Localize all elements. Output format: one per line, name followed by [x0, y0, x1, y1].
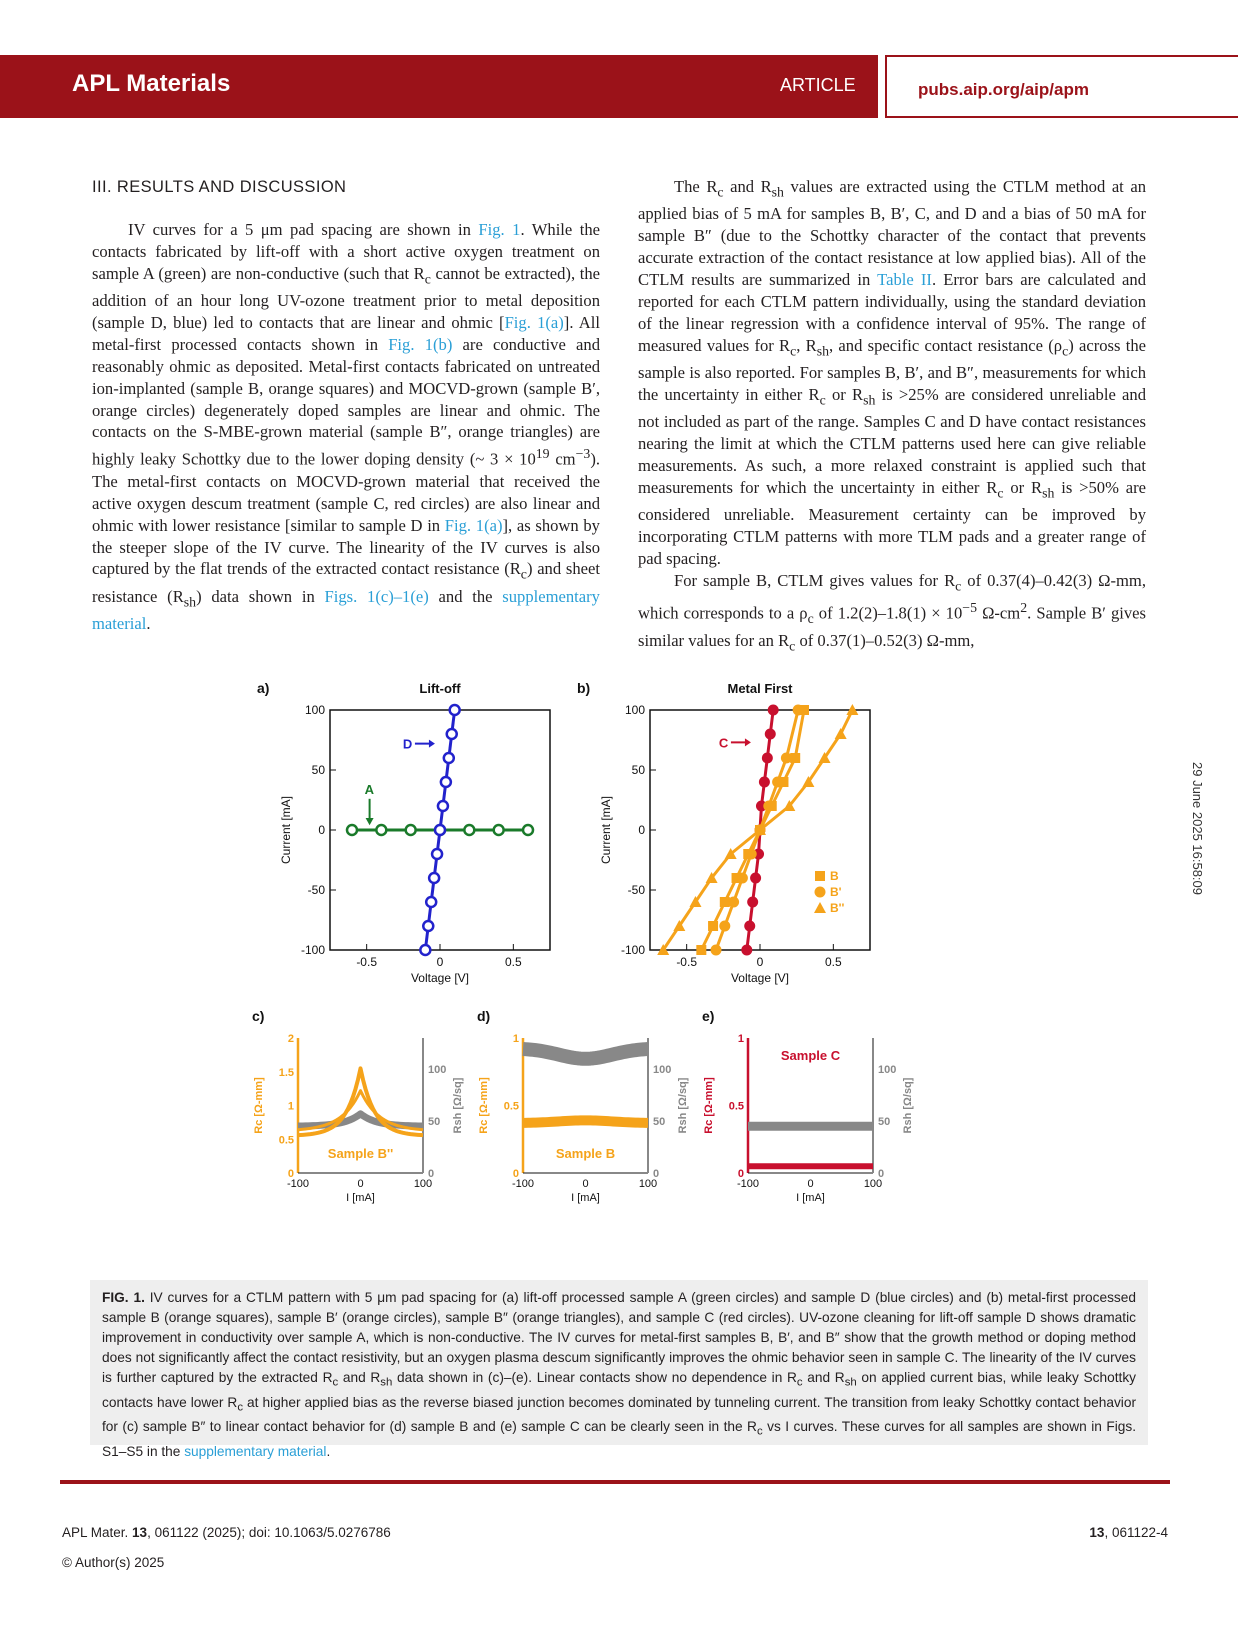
y-right-tick-label: 50	[653, 1116, 666, 1129]
data-point	[432, 849, 442, 859]
y-tick-label: -100	[300, 943, 325, 957]
x-tick-label: 0	[756, 955, 764, 969]
x-tick-label: -100	[286, 1178, 310, 1190]
right-column	[638, 176, 1146, 657]
y-right-tick-label: 50	[428, 1116, 441, 1129]
panel-e	[702, 1008, 914, 1204]
data-point	[696, 945, 706, 955]
annotation-c: C	[718, 735, 729, 751]
y-left-tick-label: 0.5	[503, 1100, 519, 1113]
supplementary-link[interactable]: supplementary material	[92, 586, 600, 633]
y-right-tick-label: 100	[428, 1064, 447, 1077]
y-tick-label: -50	[627, 883, 645, 897]
fig-link[interactable]: Fig. 1	[478, 220, 521, 239]
y-right-tick-label: 0	[428, 1168, 435, 1180]
legend-label: B	[830, 869, 839, 883]
y-right-axis-label: Rsh [Ω/sq]	[452, 1077, 464, 1134]
data-point	[711, 945, 722, 956]
x-tick-label: 100	[863, 1178, 883, 1190]
footer-copyright: © Author(s) 2025	[62, 1555, 165, 1570]
sample-label: Sample C	[780, 1048, 841, 1063]
panel-b	[577, 680, 870, 985]
data-point	[741, 945, 752, 956]
data-point	[763, 801, 774, 812]
panel-label: e)	[702, 1008, 715, 1024]
y-tick-label: 50	[631, 763, 645, 777]
data-point	[772, 777, 783, 788]
x-tick-label: -100	[736, 1178, 760, 1190]
x-tick-label: 100	[638, 1178, 658, 1190]
x-axis-label: I [mA]	[796, 1192, 825, 1204]
fig-link[interactable]: Fig. 1(a)	[444, 515, 503, 535]
article-type-label: ARTICLE	[780, 75, 856, 95]
footer-rule	[60, 1480, 1170, 1484]
panel-label: b)	[577, 680, 591, 696]
left-column	[92, 176, 600, 635]
panel-a	[257, 680, 550, 985]
panel-label: a)	[257, 680, 270, 696]
data-point	[765, 729, 776, 740]
supplementary-link[interactable]: supplementary material	[184, 1444, 327, 1460]
data-point	[523, 825, 533, 835]
annotation-d: D	[402, 736, 413, 752]
rc-curve	[523, 1120, 648, 1123]
fig-link[interactable]: Fig. 1(a)	[504, 312, 564, 332]
data-point	[423, 921, 433, 931]
data-point	[435, 825, 445, 835]
extraction-paragraph: The $R_c$ and $R_{sh}$ values are extracted using the CTLM method at an applied bias of 5 mA for samples B, B′, C, and D and a bias of 50 mA for sample B″ (due to the Schottky character of the contact that prevents accurate extraction of the contact resistance at low applied bias). All of the CTLM results are summarized in Table II. Error bars are calculated and reported for each CTLM pattern individually, using the standard deviation of the linear regression with a confidence interval of 95%. The range of measured values for $R_c$, $R_{sh}$, and specific contact resistance $(\rho_c)$ across the sample is also reported. For samples B, B′, and B″, measurements for which the uncertainty in either $R_c$ or $R_{sh}$ is >25% are considered unreliable and not included as part of the range. Samples C and D have contact resistances nearing the limit at which the CTLM patterns used here can give reliable measurements. As such, a more relaxed constraint is applied such that measurements for which the uncertainty in either $R_c$ or $R_{sh}$ is >50% are considered unreliable. Measurement certainty can be improved by incorporating CTLM patterns with more TLM pads and a greater range of pad spacing.	[638, 177, 1147, 568]
x-tick-label: 0.5	[504, 955, 522, 969]
journal-name[interactable]: APL Materials	[72, 70, 231, 97]
data-point	[781, 753, 792, 764]
annotation-a: A	[364, 782, 374, 797]
y-left-axis-label: Rc [Ω-mm]	[703, 1077, 715, 1134]
caption-label: FIG. 1.	[102, 1290, 145, 1305]
rsh-curve	[298, 1114, 423, 1126]
figure-1	[250, 680, 970, 1260]
arrow-c-head	[745, 738, 751, 746]
x-tick-label: 0	[807, 1178, 814, 1190]
data-point	[429, 873, 439, 883]
x-tick-label: -100	[511, 1178, 535, 1190]
data-point	[719, 921, 730, 932]
y-right-axis-label: Rsh [Ω/sq]	[902, 1077, 914, 1134]
data-point	[438, 801, 448, 811]
y-right-axis-label: Rsh [Ω/sq]	[677, 1077, 689, 1134]
rsh-curve	[523, 1049, 648, 1059]
y-left-tick-label: 0.5	[278, 1134, 294, 1147]
data-point	[420, 945, 430, 955]
y-left-tick-label: 2	[287, 1033, 294, 1045]
data-point	[747, 897, 758, 908]
data-point	[347, 825, 357, 835]
x-tick-label: -0.5	[356, 955, 378, 969]
data-point	[464, 825, 474, 835]
x-tick-label: 100	[413, 1178, 433, 1190]
y-tick-label: 50	[311, 763, 325, 777]
y-left-tick-label: 0.5	[728, 1100, 744, 1113]
y-tick-label: -50	[307, 883, 325, 897]
footer-citation: APL Mater. 13, 061122 (2025); doi: 10.1063/5.0276786	[62, 1525, 391, 1540]
y-right-tick-label: 100	[653, 1064, 672, 1077]
y-right-tick-label: 0	[878, 1168, 885, 1180]
y-left-tick-label: 1.5	[278, 1066, 294, 1079]
y-left-tick-label: 1	[287, 1100, 294, 1113]
results-paragraph: IV curves for a 5 μm pad spacing are shown in Fig. 1. While the contacts fabricated by lift-off with a short active oxygen treatment on sample A (green) are non-conductive (such that $R_c$ cannot be extracted), the addition of an hour long UV-ozone treatment prior to metal deposition (sample D, blue) led to contacts that are linear and ohmic [Fig. 1(a)]. All metal-first processed contacts shown in Fig. 1(b) are conductive and reasonably ohmic as deposited. Metal-first contacts fabricated on untreated ion-implanted (sample B, orange squares) and MOCVD-grown (sample B′, orange circles) degenerately doped samples are linear and ohmic. The contacts on the S-MBE-grown material (sample B″, orange triangles) are highly leaky Schottky due to the lower doping density (~ $3 \times 10^{19}$ $cm^{-3}$). The metal-first contacts on MOCVD-grown material that received the active oxygen descum treatment (sample C, red circles) are also linear and ohmic with lower resistance [similar to sample D in Fig. 1(a)], as shown by the steeper slope of the IV curve. The linearity of the IV curves is also captured by the flat trends of the extracted contact resistance $(R_c)$ and sheet resistance $(R_{sh})$ data shown in Figs. 1(c)–1(e) and the supplementary material.	[92, 220, 600, 633]
y-tick-label: -100	[620, 943, 645, 957]
y-left-tick-label: 0	[737, 1168, 744, 1180]
figure-caption: FIG. 1. IV curves for a CTLM pattern with 5 μm pad spacing for (a) lift-off processed sample A (green circles) and sample D (blue circles) and (b) metal-first processed sample B (orange squares), sample B′ (orange circles), sample B″ (orange triangles), and sample C (red circles). UV-ozone cleaning for lift-off sample D shows dramatic improvement in conductivity over sample A, which is non-conductive. The IV curves for metal-first samples B, B′, and B″ show that the growth method or doping method does not significantly affect the contact resistivity, but an oxygen plasma descum significantly improves the ohmic behavior seen in sample C. The linearity of the IV curves is further captured by the extracted $R_c$ and $R_{sh}$ data shown in (c)–(e). Linear contacts show no dependence in $R_c$ and $R_{sh}$ on applied current bias, while leaky Schottky contacts have lower $R_c$ at higher applied bias as the reverse biased junction becomes dominated by tunneling current. The transition from leaky Schottky contact behavior for (c) sample B″ to linear contact behavior for (d) sample B and (e) sample C can be clearly seen in the $R_c$ vs I curves. These curves for all samples are shown in Figs. S1–S5 in the supplementary material.	[90, 1280, 1148, 1445]
data-point	[728, 897, 739, 908]
sample-label: Sample B''	[327, 1146, 394, 1161]
data-point	[708, 921, 718, 931]
data-point	[444, 753, 454, 763]
panel-title: Metal First	[727, 681, 793, 696]
legend-marker	[815, 887, 826, 898]
x-tick-label: 0.5	[824, 955, 842, 969]
y-left-tick-label: 1	[737, 1033, 744, 1045]
fig-link[interactable]: Fig. 1(b)	[388, 334, 453, 354]
x-tick-label: 0	[436, 955, 444, 969]
data-point	[793, 705, 804, 716]
y-axis-label: Current [mA]	[279, 795, 293, 865]
y-left-axis-label: Rc [Ω-mm]	[478, 1077, 490, 1134]
data-point	[744, 921, 755, 932]
data-point	[441, 777, 451, 787]
y-left-tick-label: 1	[512, 1033, 519, 1045]
page-number: 13, 061122-4	[1089, 1525, 1168, 1540]
data-point	[376, 825, 386, 835]
journal-url-link[interactable]: pubs.aip.org/aip/apm	[918, 80, 1089, 99]
y-right-tick-label: 100	[878, 1064, 897, 1077]
y-tick-label: 100	[624, 703, 645, 717]
panel-d	[477, 1008, 689, 1204]
panel-title: Lift-off	[419, 681, 461, 696]
data-point	[835, 728, 847, 739]
panel-c	[252, 1008, 464, 1204]
data-point	[759, 777, 770, 788]
x-axis-label: Voltage [V]	[410, 971, 470, 985]
data-point	[746, 849, 757, 860]
x-tick-label: 0	[357, 1178, 364, 1190]
x-tick-label: 0	[582, 1178, 589, 1190]
x-axis-label: I [mA]	[346, 1192, 375, 1204]
sample-label: Sample B	[555, 1146, 616, 1161]
data-point	[426, 897, 436, 907]
sample-b-paragraph: For sample B, CTLM gives values for $R_c$ of 0.37(4)–0.42(3) Ω-mm, which corresponds to a $\rho_c$ of $1.2(2)-1.8(1) \times 10^{-5}$ $\Omega-cm^2$. Sample B′ gives similar values for an $R_c$ of 0.37(1)–0.52(3) Ω-mm,	[638, 570, 1146, 653]
y-tick-label: 0	[638, 823, 645, 837]
legend-marker	[815, 871, 825, 881]
x-axis-label: Voltage [V]	[730, 971, 790, 985]
data-point	[494, 825, 504, 835]
data-point	[447, 729, 457, 739]
y-left-tick-label: 0	[512, 1168, 519, 1180]
y-right-tick-label: 50	[878, 1116, 891, 1129]
y-right-tick-label: 0	[653, 1168, 660, 1180]
download-timestamp: 29 June 2025 16:58:09	[1190, 762, 1205, 896]
y-tick-label: 0	[318, 823, 325, 837]
fig-link[interactable]: Figs. 1(c)–1(e)	[324, 586, 429, 606]
data-point	[737, 873, 748, 884]
arrow-d-head	[429, 740, 435, 748]
data-point	[450, 705, 460, 715]
legend-label: B''	[830, 901, 845, 915]
y-axis-label: Current [mA]	[599, 795, 613, 865]
data-point	[750, 873, 761, 884]
section-heading: III. RESULTS AND DISCUSSION	[92, 178, 347, 196]
y-tick-label: 100	[304, 703, 325, 717]
y-left-axis-label: Rc [Ω-mm]	[253, 1077, 265, 1134]
arrow-a-head	[366, 818, 374, 825]
data-point	[762, 753, 773, 764]
legend-marker	[814, 902, 826, 913]
y-left-tick-label: 0	[287, 1168, 294, 1180]
table-link[interactable]: Table II	[877, 269, 932, 289]
x-tick-label: -0.5	[676, 955, 698, 969]
data-point	[768, 705, 779, 716]
legend-label: B'	[830, 885, 842, 899]
x-axis-label: I [mA]	[571, 1192, 600, 1204]
panel-label: d)	[477, 1008, 491, 1024]
data-point	[406, 825, 416, 835]
panel-label: c)	[252, 1008, 265, 1024]
